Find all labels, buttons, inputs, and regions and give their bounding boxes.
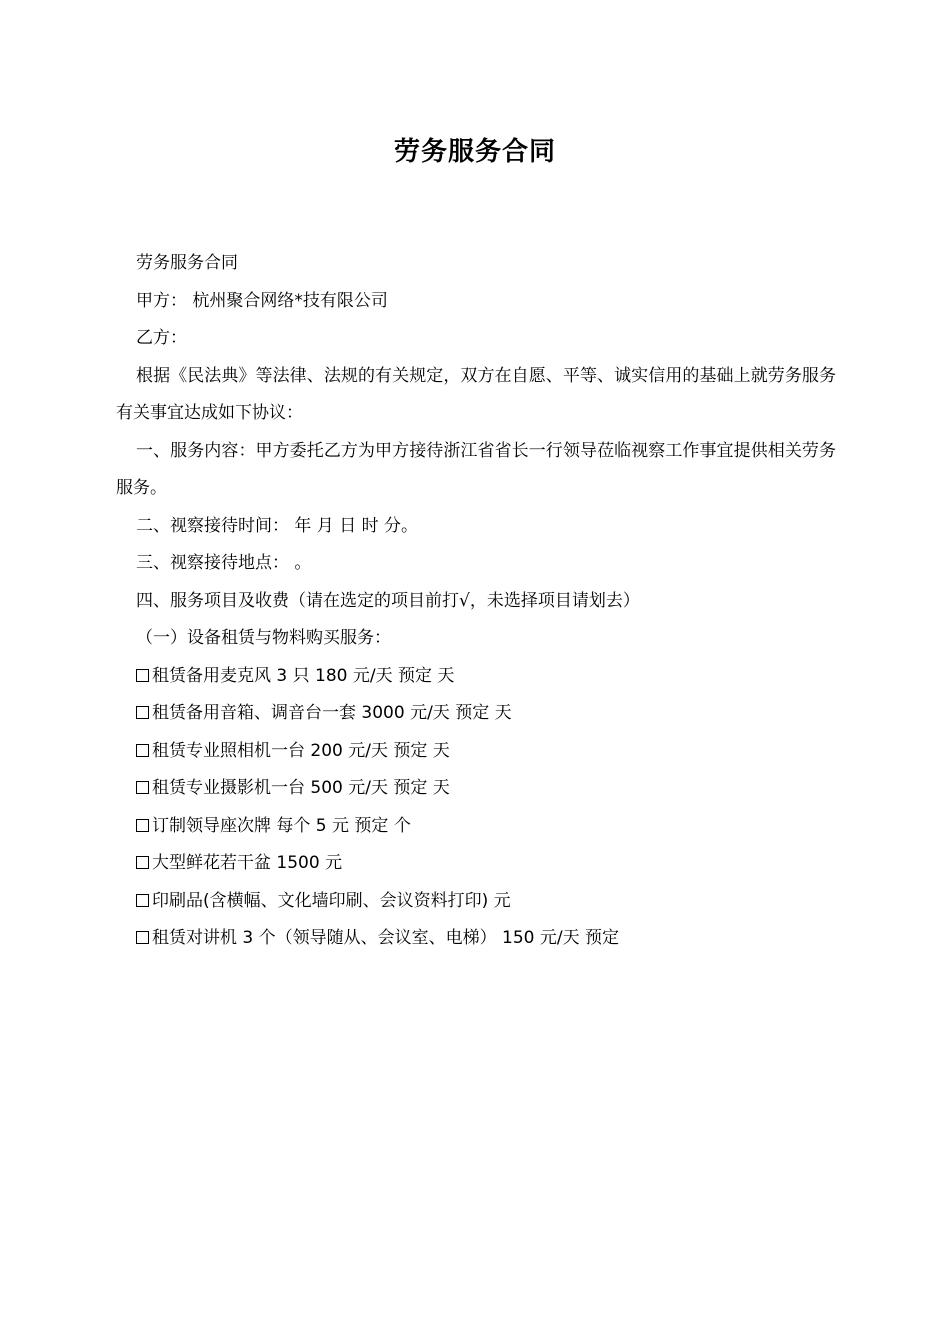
service-item xyxy=(116,845,836,883)
contract-subtitle: 劳务服务合同 xyxy=(136,253,238,273)
checkbox-icon[interactable] xyxy=(136,819,149,832)
service-item-label: 租赁对讲机 3 个（领导随从、会议室、电梯） 150 元/天 预定 xyxy=(152,928,620,948)
party-a-value: 杭州聚合网络*技有限公司 xyxy=(192,290,388,311)
party-b-line xyxy=(116,320,836,358)
service-item xyxy=(116,733,836,771)
service-item xyxy=(116,770,836,808)
party-a-label: 甲方： xyxy=(136,290,187,311)
checkbox-icon[interactable] xyxy=(136,744,149,757)
party-b-label: 乙方： xyxy=(136,328,187,348)
service-item xyxy=(116,695,836,733)
service-item xyxy=(116,920,836,958)
clause-service-content: 一、服务内容：甲方委托乙方为甲方接待浙江省省长一行领导莅临视察工作事宜提供相关劳务服务。 xyxy=(116,440,836,498)
clause-reception-time: 二、视察接待时间： 年 月 日 时 分。 xyxy=(136,515,419,536)
section-equipment-rental: （一）设备租赁与物料购买服务： xyxy=(136,628,391,648)
service-item xyxy=(116,883,836,921)
checkbox-icon[interactable] xyxy=(136,706,149,719)
service-item xyxy=(116,658,836,696)
checkbox-icon[interactable] xyxy=(136,931,149,944)
preamble-paragraph: 根据《民法典》等法律、法规的有关规定，双方在自愿、平等、诚实信用的基础上就劳务服务有关事宜达成如下协议： xyxy=(116,365,836,423)
service-item-label: 大型鲜花若干盆 1500 元 xyxy=(152,853,343,873)
service-item-label: 租赁备用麦克风 3 只 180 元/天 预定 天 xyxy=(152,665,455,686)
service-item-label: 租赁专业摄影机一台 500 元/天 预定 天 xyxy=(152,778,450,798)
service-item-label: 订制领导座次牌 每个 5 元 预定 个 xyxy=(152,815,411,836)
clause-service-items: 四、服务项目及收费（请在选定的项目前打√，未选择项目请划去） xyxy=(136,590,640,611)
service-item xyxy=(116,808,836,846)
clause-reception-location: 三、视察接待地点： 。 xyxy=(136,553,312,573)
service-item-label: 租赁备用音箱、调音台一套 3000 元/天 预定 天 xyxy=(152,703,512,723)
checkbox-icon[interactable] xyxy=(136,894,149,907)
party-a-line xyxy=(116,283,836,321)
document-body xyxy=(116,245,836,958)
checkbox-icon[interactable] xyxy=(136,669,149,682)
checkbox-icon[interactable] xyxy=(136,781,149,794)
document-title: 劳务服务合同 xyxy=(393,137,556,167)
service-item-label: 租赁专业照相机一台 200 元/天 预定 天 xyxy=(152,740,450,761)
service-item-label: 印刷品(含横幅、文化墙印刷、会议资料打印) 元 xyxy=(152,890,511,911)
checkbox-icon[interactable] xyxy=(136,856,149,869)
